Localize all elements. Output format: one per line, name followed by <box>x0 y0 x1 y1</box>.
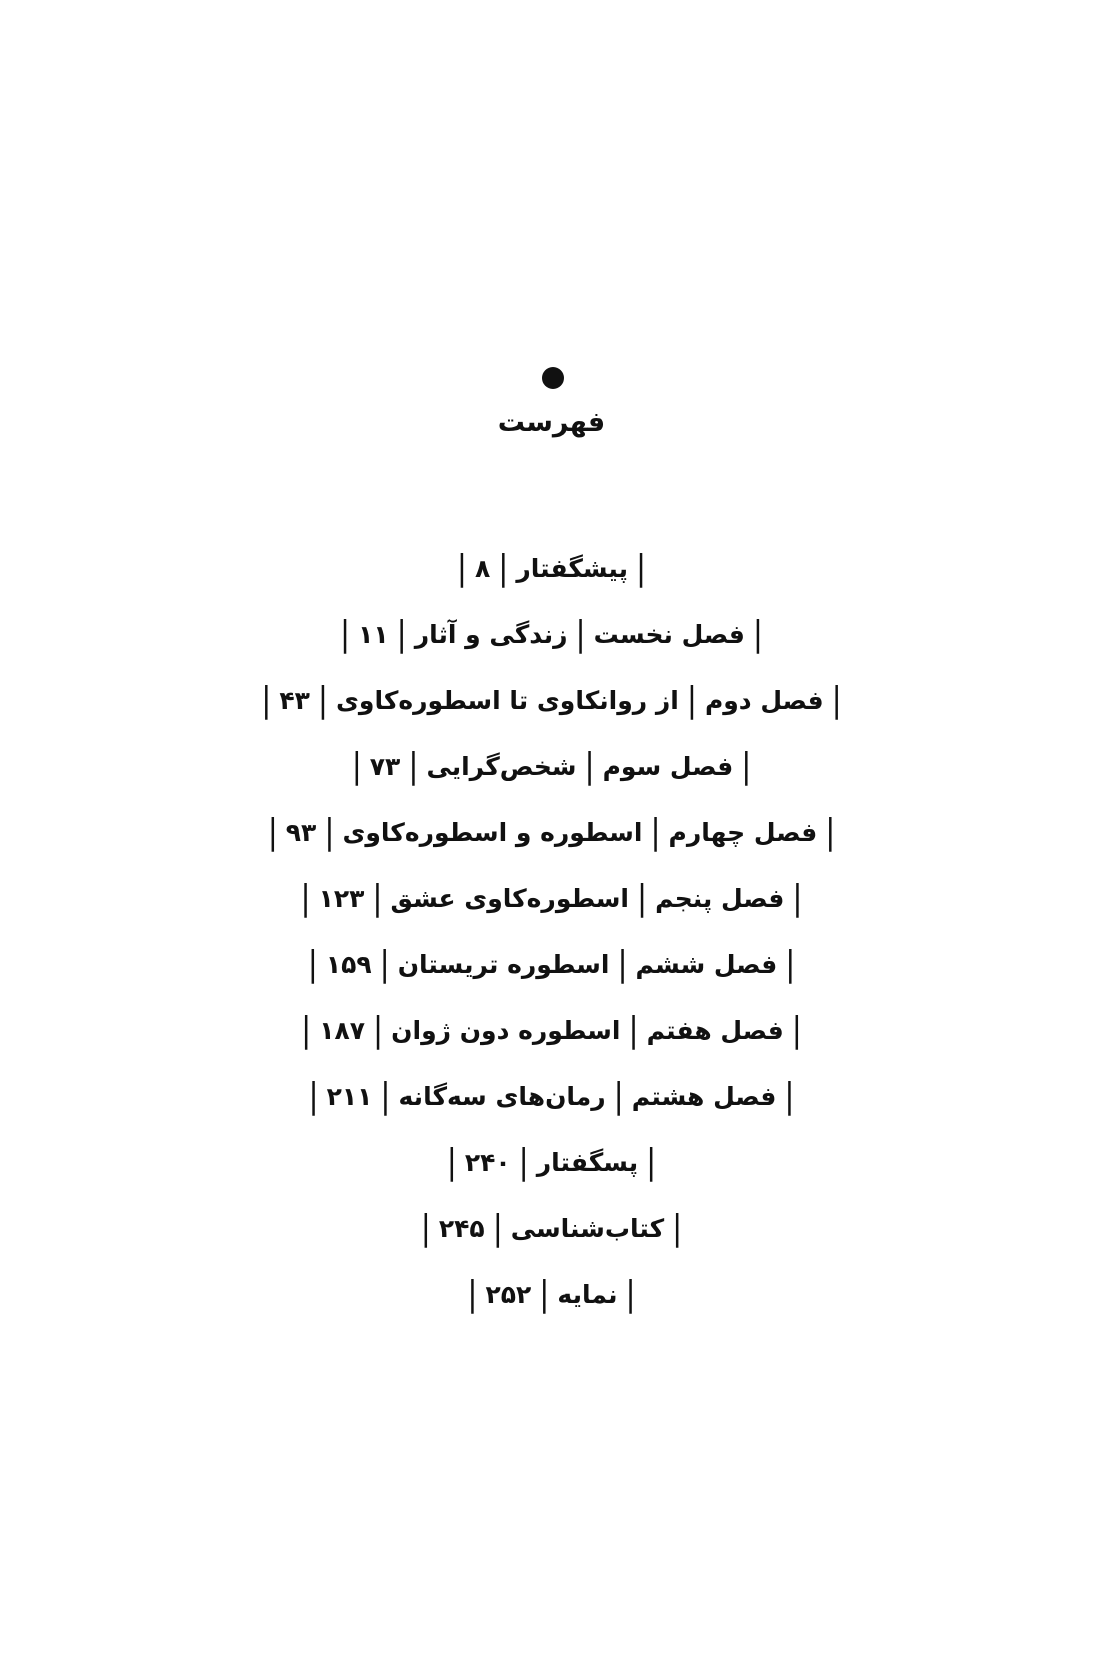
toc-entry-label: نمایه <box>557 1280 618 1309</box>
toc-entry-page-number: ۴۳ <box>279 686 310 715</box>
toc-list <box>0 536 1103 1328</box>
separator-bar: | <box>791 1010 802 1051</box>
separator-bar: | <box>307 944 318 985</box>
toc-entry-title: شخص‌گرایی <box>426 752 577 781</box>
separator-bar: | <box>752 614 764 655</box>
separator-bar: | <box>539 1274 550 1315</box>
toc-entry-page-number: ۱۵۹ <box>325 950 372 979</box>
toc-entry-page-number: ۱۲۳ <box>318 884 365 913</box>
toc-entry-page-number: ۲۴۰ <box>464 1148 511 1177</box>
separator-bar: | <box>373 1010 384 1051</box>
toc-entry <box>0 800 1103 866</box>
toc-entry-page-number: ۸ <box>475 554 491 583</box>
separator-bar: | <box>467 1274 478 1315</box>
separator-bar: | <box>792 878 803 919</box>
separator-bar: | <box>339 614 351 655</box>
separator-bar: | <box>625 1274 636 1315</box>
toc-entry-title: اسطوره دون ژوان <box>391 1016 621 1045</box>
separator-bar: | <box>324 812 335 853</box>
separator-bar: | <box>518 1142 529 1183</box>
separator-bar: | <box>628 1010 639 1051</box>
toc-entry <box>0 1130 1103 1196</box>
separator-bar: | <box>825 812 836 853</box>
toc-entry-page-number: ۹۳ <box>285 818 317 847</box>
separator-bar: | <box>317 680 328 721</box>
toc-entry-page-number: ۲۵۲ <box>485 1280 532 1309</box>
separator-bar: | <box>261 680 272 721</box>
separator-bar: | <box>686 680 697 721</box>
toc-entry-title: اسطوره تریستان <box>397 950 610 979</box>
separator-bar: | <box>575 614 586 655</box>
separator-bar: | <box>498 548 509 589</box>
toc-entry-label: کتاب‌شناسی <box>510 1214 665 1243</box>
toc-entry-label: فصل دوم <box>704 686 824 715</box>
separator-bar: | <box>741 746 752 787</box>
toc-entry-page-number: ۱۱ <box>358 620 389 649</box>
separator-bar: | <box>351 746 362 787</box>
toc-entry <box>0 866 1103 932</box>
toc-entry <box>0 998 1103 1064</box>
separator-bar: | <box>379 944 390 985</box>
toc-entry-label: فصل چهارم <box>668 818 818 847</box>
separator-bar: | <box>456 548 468 589</box>
toc-entry-label: فصل پنجم <box>655 884 785 913</box>
toc-entry-title: زندگی و آثار <box>414 620 568 649</box>
toc-entry-label: فصل نخست <box>593 620 745 649</box>
toc-entry-title: اسطوره و اسطوره‌کاوی <box>342 818 643 847</box>
toc-entry-title: از روانکاوی تا اسطوره‌کاوی <box>336 686 679 715</box>
separator-bar: | <box>635 548 647 589</box>
separator-bar: | <box>308 1076 319 1117</box>
toc-entry-page-number: ۷۳ <box>369 752 401 781</box>
toc-entry-page-number: ۲۴۵ <box>438 1214 485 1243</box>
separator-bar: | <box>785 944 796 985</box>
toc-entry <box>0 602 1103 668</box>
separator-bar: | <box>446 1142 457 1183</box>
separator-bar: | <box>372 878 383 919</box>
separator-bar: | <box>380 1076 391 1117</box>
separator-bar: | <box>492 1208 503 1249</box>
separator-bar: | <box>613 1076 624 1117</box>
toc-entry-label: فصل سوم <box>602 752 734 781</box>
separator-bar: | <box>637 878 648 919</box>
toc-entry-label: پیشگفتار <box>516 554 628 583</box>
separator-bar: | <box>396 614 407 655</box>
toc-entry-label: فصل ششم <box>635 950 778 979</box>
separator-bar: | <box>646 1142 657 1183</box>
toc-entry <box>0 1262 1103 1328</box>
toc-entry-label: پسگفتار <box>536 1148 639 1177</box>
toc-entry <box>0 734 1103 800</box>
bullet-dot-icon <box>542 367 564 389</box>
toc-entry-title: اسطوره‌کاوی عشق <box>390 884 629 913</box>
separator-bar: | <box>301 1010 312 1051</box>
separator-bar: | <box>300 878 311 919</box>
separator-bar: | <box>831 680 842 721</box>
toc-entry <box>0 1196 1103 1262</box>
toc-entry <box>0 668 1103 734</box>
toc-entry-title: رمان‌های سه‌گانه <box>398 1082 606 1111</box>
separator-bar: | <box>584 746 595 787</box>
toc-entry-label: فصل هفتم <box>646 1016 784 1045</box>
separator-bar: | <box>408 746 419 787</box>
toc-entry <box>0 536 1103 602</box>
toc-entry-page-number: ۱۸۷ <box>319 1016 366 1045</box>
toc-entry-page-number: ۲۱۱ <box>326 1082 373 1111</box>
separator-bar: | <box>617 944 628 985</box>
separator-bar: | <box>784 1076 795 1117</box>
separator-bar: | <box>650 812 661 853</box>
separator-bar: | <box>420 1208 431 1249</box>
toc-entry <box>0 932 1103 998</box>
separator-bar: | <box>672 1208 683 1249</box>
separator-bar: | <box>267 812 278 853</box>
toc-entry-label: فصل هشتم <box>631 1082 777 1111</box>
page-title: فهرست <box>497 407 606 438</box>
toc-entry <box>0 1064 1103 1130</box>
